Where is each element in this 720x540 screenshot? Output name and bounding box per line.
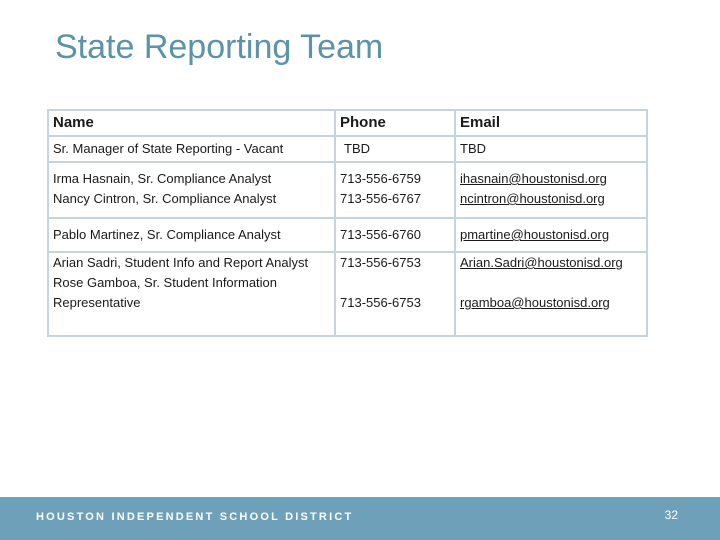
contact-phone: TBD bbox=[344, 141, 370, 156]
email-link[interactable]: ncintron@houstonisd.org bbox=[460, 191, 605, 206]
contact-phone: 713-556-6759 bbox=[340, 171, 421, 186]
name-cell bbox=[48, 252, 335, 336]
email-link[interactable]: ihasnain@houstonisd.org bbox=[460, 171, 607, 186]
name-cell bbox=[48, 162, 335, 218]
phone-cell bbox=[335, 136, 455, 162]
footer-organization: HOUSTON INDEPENDENT SCHOOL DISTRICT bbox=[36, 511, 354, 523]
contact-name: Pablo Martinez, Sr. Compliance Analyst bbox=[53, 227, 281, 242]
email-cell bbox=[455, 162, 647, 218]
email-link[interactable]: pmartine@houstonisd.org bbox=[460, 227, 610, 242]
contact-name: Rose Gamboa, Sr. Student Information Representative bbox=[53, 275, 278, 310]
email-cell bbox=[455, 218, 647, 252]
contact-table bbox=[47, 109, 648, 337]
contact-name: Arian Sadri, Student Info and Report Analyst bbox=[53, 255, 309, 270]
table-row bbox=[48, 136, 647, 162]
name-cell bbox=[48, 136, 335, 162]
name-cell bbox=[48, 218, 335, 252]
contact-name: Nancy Cintron, Sr. Compliance Analyst bbox=[53, 191, 277, 206]
table-header-row bbox=[48, 110, 647, 136]
email-cell bbox=[455, 252, 647, 336]
phone-cell bbox=[335, 252, 455, 336]
contact-phone: 713-556-6753 bbox=[340, 255, 421, 270]
page-number: 32 bbox=[664, 508, 678, 522]
contact-phone: 713-556-6753 bbox=[340, 295, 421, 310]
email-link[interactable]: rgamboa@houstonisd.org bbox=[460, 295, 610, 310]
table-row bbox=[48, 218, 647, 252]
table-row bbox=[48, 162, 647, 218]
phone-cell bbox=[335, 162, 455, 218]
footer-bar bbox=[0, 497, 720, 540]
page-title: State Reporting Team bbox=[55, 28, 384, 66]
email-cell bbox=[455, 136, 647, 162]
contact-name: Sr. Manager of State Reporting - Vacant bbox=[53, 141, 284, 156]
header-name: Name bbox=[48, 110, 335, 136]
contact-phone: 713-556-6767 bbox=[340, 191, 421, 206]
header-email: Email bbox=[455, 110, 647, 136]
table-row bbox=[48, 252, 647, 336]
contact-name: Irma Hasnain, Sr. Compliance Analyst bbox=[53, 171, 272, 186]
phone-cell bbox=[335, 218, 455, 252]
email-link[interactable]: Arian.Sadri@houstonisd.org bbox=[460, 255, 623, 270]
contact-phone: 713-556-6760 bbox=[340, 227, 421, 242]
contact-email: TBD bbox=[460, 141, 486, 156]
header-phone: Phone bbox=[335, 110, 455, 136]
